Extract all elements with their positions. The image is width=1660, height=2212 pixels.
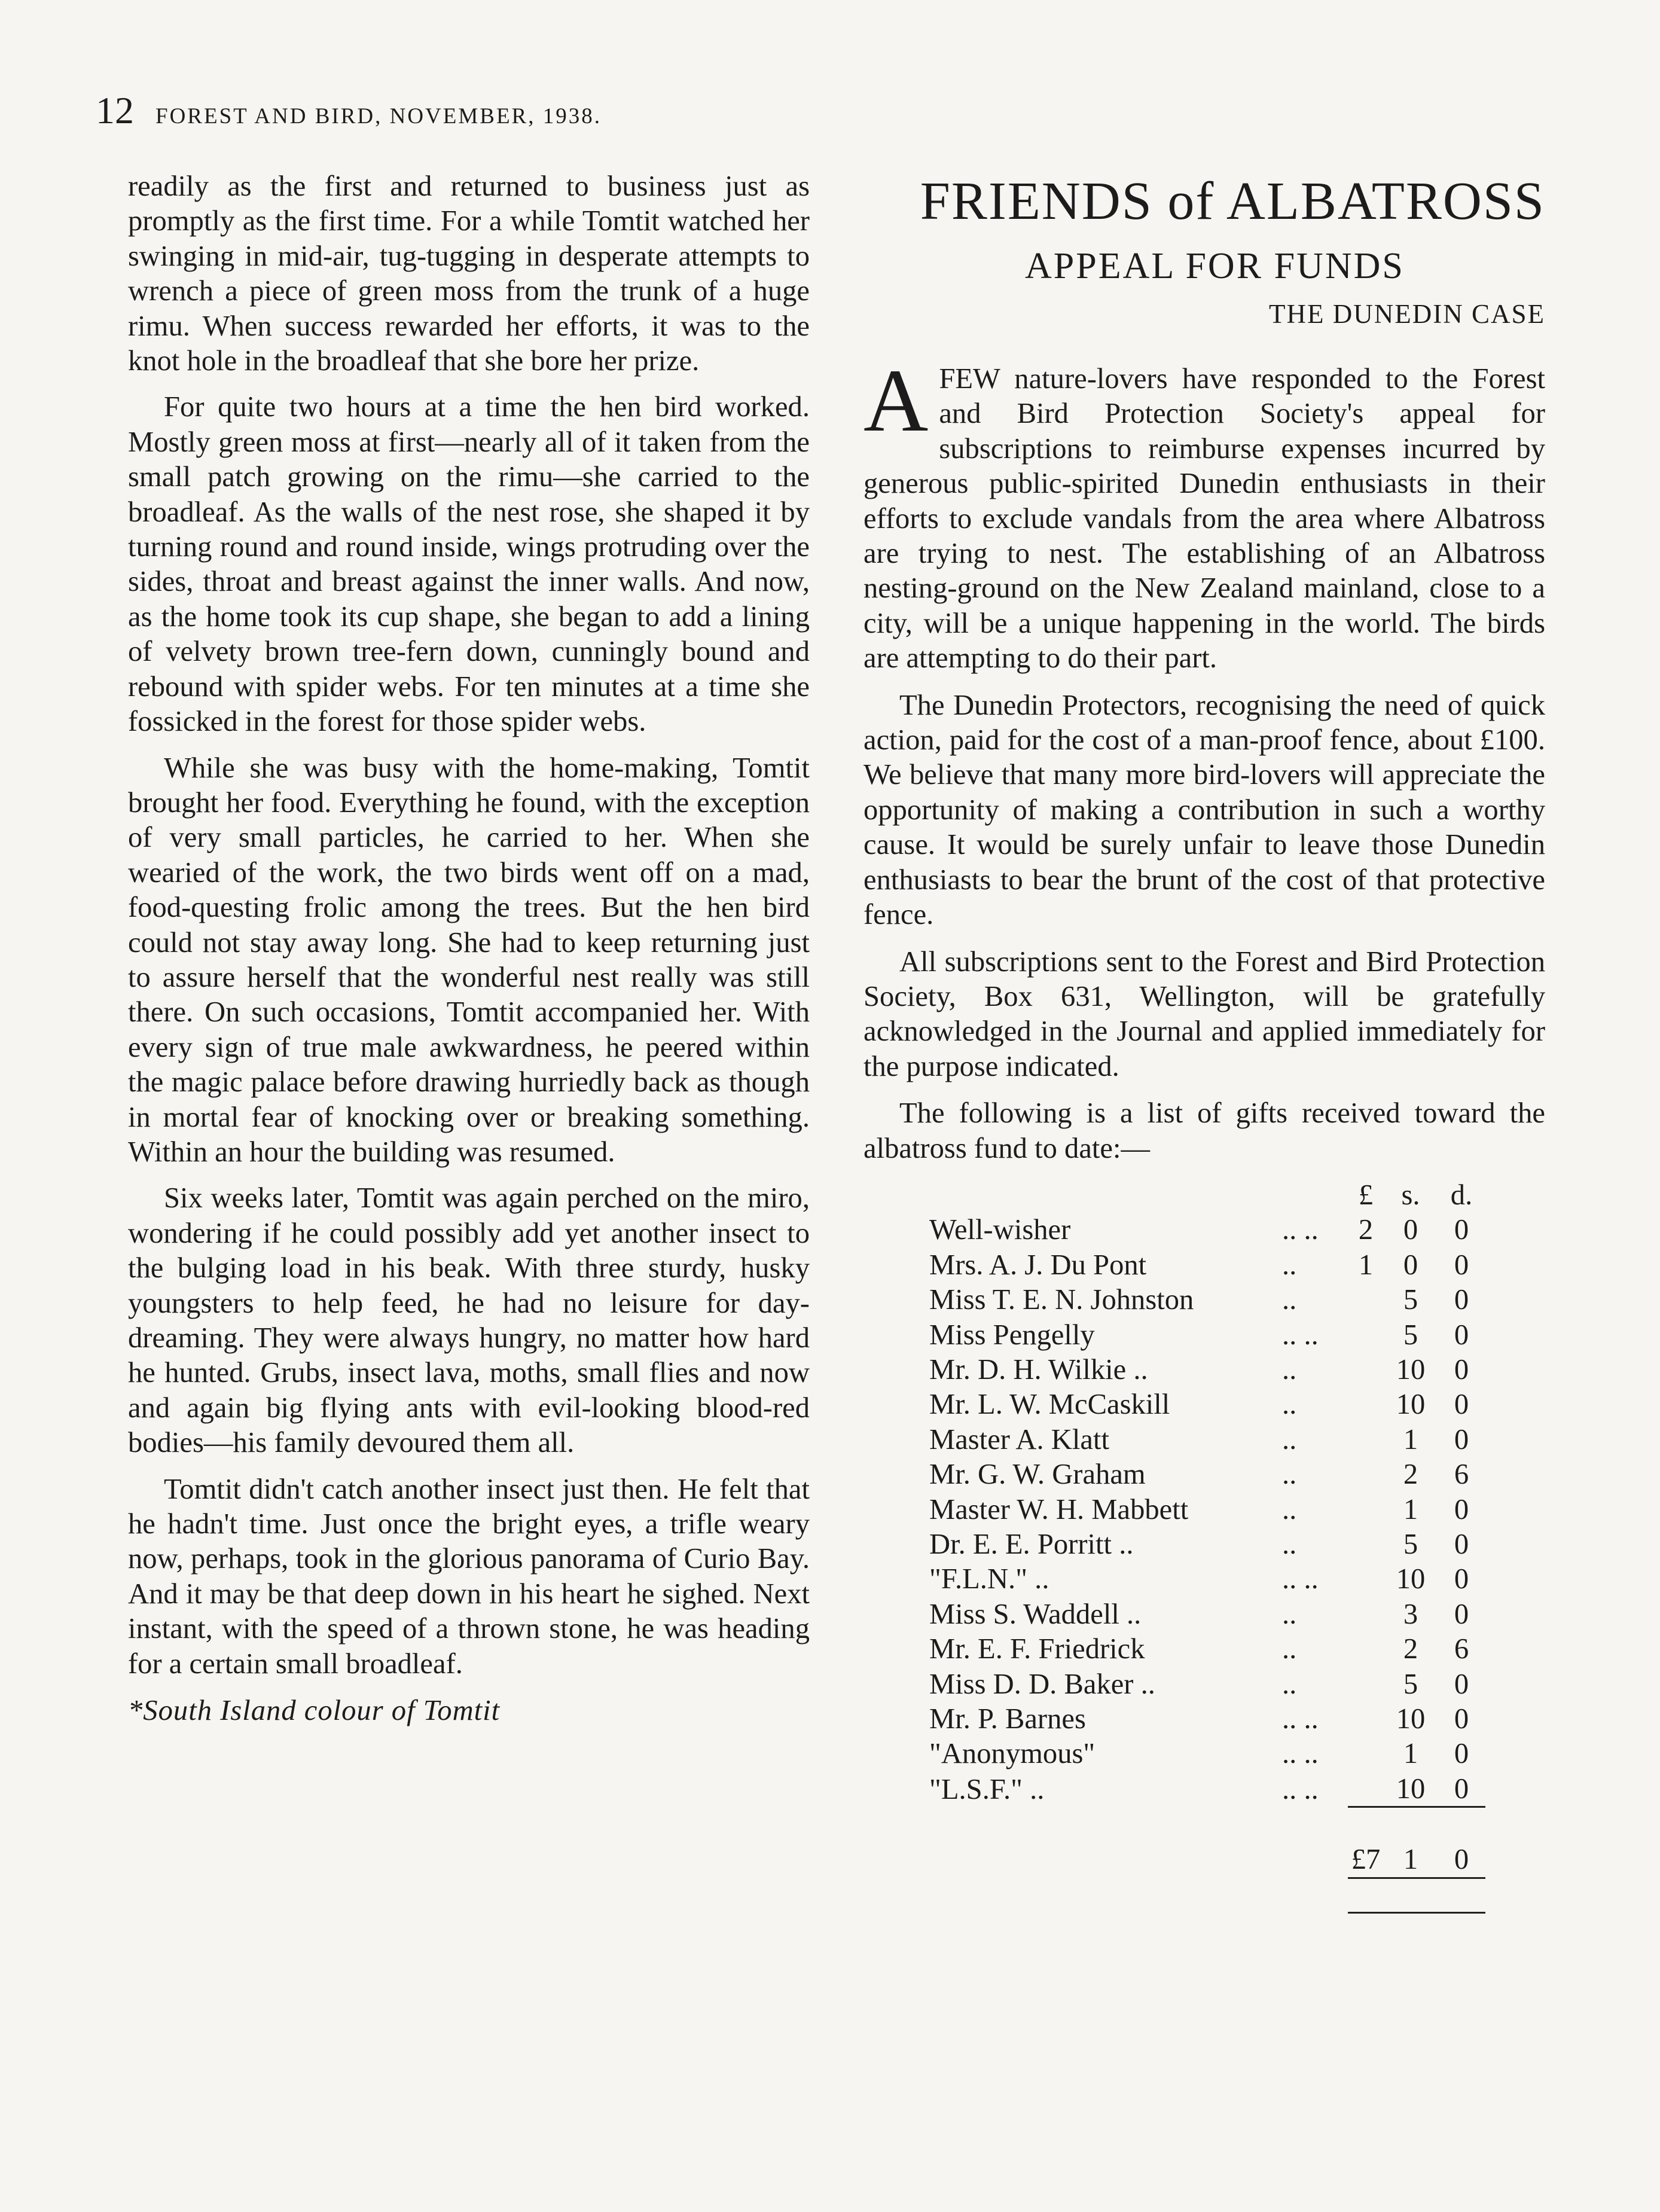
- amount-shillings: 10: [1396, 1388, 1426, 1421]
- amount-pounds: [1348, 1667, 1384, 1701]
- article-paragraph: [863, 351, 1545, 676]
- donor-name: Mr. G. W. Graham: [929, 1458, 1146, 1491]
- amount-pence: 0: [1454, 1563, 1469, 1595]
- table-row: [929, 1387, 1485, 1421]
- table-row: [929, 1771, 1485, 1807]
- amount-pounds: 1: [1358, 1248, 1374, 1281]
- footnote: *South Island colour of Tomtit: [128, 1694, 501, 1727]
- amount-pence: 0: [1454, 1423, 1469, 1456]
- amount-pounds: [1348, 1701, 1384, 1736]
- running-title: FOREST AND BIRD, NOVEMBER, 1938.: [155, 104, 602, 129]
- amount-pence: 0: [1454, 1703, 1469, 1735]
- donor-name: Mr. L. W. McCaskill: [929, 1388, 1170, 1421]
- amount-pence: 0: [1454, 1597, 1469, 1630]
- amount-pence: 0: [1454, 1493, 1469, 1525]
- donor-name: "F.L.N." ..: [929, 1563, 1049, 1595]
- leader-dots: ..: [1282, 1597, 1297, 1630]
- table-row: [929, 1317, 1485, 1352]
- article-paragraph: The Dunedin Protectors, recognising the need of quick action, paid for the cost of a man-proof fence, about £100. We believe that many more bird-lovers will appreciate the opportunity of making a contribution in such a worthy cause. It would be surely unfair to leave those Dunedin enthusiasts to bear the brunt of the cost of that protective fence.: [863, 688, 1545, 931]
- leader-dots: .. ..: [1282, 1213, 1319, 1246]
- left-paragraph: Six weeks later, Tomtit was again perched on the miro, wondering if he could possibly add yet another insect to the bulging load in his beak. With three sturdy, husky youngsters to help feed, he had no leisure for day-dreaming. They were always hungry, no matter how hard he hunted. Grubs, insect lava, moths, small flies and now and again big flying ants with evil-looking blood-red bodies—his family devoured them all.: [128, 1182, 810, 1459]
- amount-shillings: 5: [1403, 1528, 1418, 1560]
- table-row: [929, 1736, 1485, 1771]
- amount-shillings: 1: [1403, 1423, 1418, 1456]
- amount-pence: 0: [1454, 1248, 1469, 1281]
- amount-shillings: 10: [1396, 1703, 1426, 1735]
- amount-shillings: 5: [1403, 1667, 1418, 1700]
- leader-dots: .. ..: [1282, 1703, 1319, 1735]
- amount-pence: 0: [1454, 1283, 1469, 1316]
- leader-dots: .. ..: [1282, 1737, 1319, 1770]
- leader-dots: ..: [1282, 1667, 1297, 1700]
- leader-dots: ..: [1282, 1423, 1297, 1456]
- article-paragraph: The following is a list of gifts received toward the albatross fund to date:—: [863, 1097, 1545, 1164]
- amount-pounds: [1348, 1736, 1384, 1771]
- amount-pence: 0: [1454, 1353, 1469, 1386]
- table-row: [929, 1282, 1485, 1317]
- amount-shillings: 2: [1403, 1458, 1418, 1491]
- leader-dots: ..: [1282, 1283, 1297, 1316]
- donor-name: Mr. P. Barnes: [929, 1703, 1086, 1735]
- pounds-header: £: [1358, 1178, 1374, 1211]
- paragraph-text: FEW nature-lovers have responded to the Forest and Bird Protection Society's appeal for subscriptions to reimburse expenses incurred by generous public-spirited Dunedin enthusiasts in their efforts to exclude vandals from the area where Albatross are trying to nest. The establishing of an Albatross nesting-ground on the New Zealand mainland, close to a city, will be a unique happening in the world. The birds are attempting to do their part.: [863, 362, 1545, 675]
- amount-shillings: 10: [1396, 1353, 1426, 1386]
- article-paragraph: All subscriptions sent to the Forest and Bird Protection Society, Box 631, Wellington, will be gratefully acknowledged in the Journal and applied immediately for the purpose indicated.: [863, 945, 1545, 1082]
- amount-shillings: 5: [1403, 1283, 1418, 1316]
- donor-name: Miss T. E. N. Johnston: [929, 1283, 1194, 1316]
- table-row: [929, 1212, 1485, 1247]
- left-paragraph: readily as the first and returned to business just as promptly as the first time. For a while Tomtit watched her swinging in mid-air, tug-tugging in desperate attempts to wrench a piece of green moss from the trunk of a huge rimu. When success rewarded her efforts, it was to the knot hole in the broadleaf that she bore her prize.: [128, 170, 810, 377]
- total-row: [929, 1842, 1485, 1878]
- donor-name: Mr. D. H. Wilkie ..: [929, 1353, 1148, 1386]
- leader-dots: ..: [1282, 1528, 1297, 1560]
- amount-pounds: [1348, 1282, 1384, 1317]
- donor-name: Master A. Klatt: [929, 1423, 1109, 1456]
- total-shillings: 1: [1403, 1843, 1418, 1876]
- amount-shillings: 1: [1403, 1493, 1418, 1525]
- table-row: [929, 1597, 1485, 1631]
- pence-header: d.: [1450, 1178, 1473, 1211]
- leader-dots: ..: [1282, 1458, 1297, 1491]
- donor-name: Miss D. D. Baker ..: [929, 1667, 1155, 1700]
- left-column: [128, 169, 810, 1739]
- total-double-rule: [1348, 1878, 1485, 1912]
- total-rule: [1348, 1807, 1485, 1842]
- amount-shillings: 0: [1403, 1248, 1418, 1281]
- table-row: [929, 1492, 1485, 1527]
- leader-dots: ..: [1282, 1248, 1297, 1281]
- amount-pence: 6: [1454, 1633, 1469, 1665]
- donor-name: Mr. E. F. Friedrick: [929, 1633, 1145, 1665]
- amount-pounds: [1348, 1422, 1384, 1457]
- table-row: [929, 1422, 1485, 1457]
- amount-shillings: 2: [1403, 1633, 1418, 1665]
- donor-name: "L.S.F." ..: [929, 1772, 1045, 1805]
- amount-pence: 0: [1454, 1388, 1469, 1421]
- drop-cap: A: [863, 351, 929, 450]
- article-column: [863, 169, 1545, 1914]
- gifts-table: [929, 1177, 1485, 1914]
- amount-pounds: [1348, 1492, 1384, 1527]
- leader-dots: .. ..: [1282, 1318, 1319, 1351]
- amount-pence: 6: [1454, 1458, 1469, 1491]
- amount-pounds: [1348, 1457, 1384, 1491]
- table-row: [929, 1527, 1485, 1561]
- amount-pounds: [1348, 1597, 1384, 1631]
- amount-pence: 0: [1454, 1772, 1469, 1805]
- left-paragraph: For quite two hours at a time the hen bird worked. Mostly green moss at first—nearly all of it taken from the small patch growing on the rimu—she carried to the broadleaf. As the walls of the nest rose, she shaped it by turning round and round inside, wings protruding over the sides, throat and breast against the inner walls. And now, as the home took its cup shape, she began to add a lining of velvety brown tree-fern down, cunningly bound and rebound with spider webs. For ten minutes at a time she fossicked in the forest for those spider webs.: [128, 390, 810, 738]
- total-pence: 0: [1454, 1843, 1469, 1876]
- amount-pounds: [1348, 1352, 1384, 1387]
- donor-name: Miss Pengelly: [929, 1318, 1095, 1351]
- leader-dots: .. ..: [1282, 1563, 1319, 1595]
- donor-name: Well-wisher: [929, 1213, 1071, 1246]
- leader-dots: ..: [1282, 1388, 1297, 1421]
- leader-dots: ..: [1282, 1633, 1297, 1665]
- amount-shillings: 0: [1403, 1213, 1418, 1246]
- total-pounds: £7: [1351, 1843, 1381, 1876]
- amount-pounds: [1348, 1387, 1384, 1421]
- amount-shillings: 1: [1403, 1737, 1418, 1770]
- amount-pounds: [1348, 1561, 1384, 1596]
- donor-name: Miss S. Waddell ..: [929, 1597, 1142, 1630]
- case-title: THE DUNEDIN CASE: [1269, 299, 1545, 329]
- leader-dots: ..: [1282, 1353, 1297, 1386]
- amount-pounds: [1348, 1527, 1384, 1561]
- donor-name: Mrs. A. J. Du Pont: [929, 1248, 1147, 1281]
- amount-shillings: 5: [1403, 1318, 1418, 1351]
- amount-pence: 0: [1454, 1318, 1469, 1351]
- leader-dots: .. ..: [1282, 1772, 1319, 1805]
- donor-name: Master W. H. Mabbett: [929, 1493, 1189, 1525]
- amount-shillings: 3: [1403, 1597, 1418, 1630]
- amount-pounds: 2: [1358, 1213, 1374, 1246]
- amount-pounds: [1348, 1317, 1384, 1352]
- amount-pence: 0: [1454, 1667, 1469, 1700]
- table-row: [929, 1457, 1485, 1491]
- table-header-row: [929, 1177, 1485, 1212]
- amount-pence: 0: [1454, 1528, 1469, 1560]
- page-number: 12: [96, 89, 134, 132]
- article-subtitle: APPEAL FOR FUNDS: [1025, 246, 1405, 286]
- table-row: [929, 1701, 1485, 1736]
- shillings-header: s.: [1401, 1178, 1420, 1211]
- amount-pence: 0: [1454, 1213, 1469, 1246]
- table-row: [929, 1667, 1485, 1701]
- article-title: FRIENDS of ALBATROSS: [920, 172, 1545, 231]
- donor-name: "Anonymous": [929, 1737, 1096, 1770]
- amount-pence: 0: [1454, 1737, 1469, 1770]
- amount-shillings: 10: [1396, 1772, 1426, 1805]
- table-row: [929, 1631, 1485, 1666]
- donor-name: Dr. E. E. Porritt ..: [929, 1528, 1134, 1560]
- table-row: [929, 1561, 1485, 1596]
- amount-shillings: 10: [1396, 1563, 1426, 1595]
- amount-pounds: [1348, 1771, 1384, 1807]
- table-row: [929, 1247, 1485, 1282]
- table-row: [929, 1352, 1485, 1387]
- amount-pounds: [1348, 1631, 1384, 1666]
- left-paragraph: Tomtit didn't catch another insect just then. He felt that he hadn't time. Just once the bright eyes, a trifle weary now, perhaps, took in the glorious panorama of Curio Bay. And it may be that deep down in his heart he sighed. Next instant, with the speed of a thrown stone, he was heading for a certain small broadleaf.: [128, 1472, 810, 1680]
- left-paragraph: While she was busy with the home-making, Tomtit brought her food. Everything he found, with the exception of very small particles, he carried to her. When she wearied of the work, the two birds went off on a mad, food-questing frolic among the trees. But the hen bird could not stay away long. She had to keep returning just to assure herself that the wonderful nest really was still there. On such occasions, Tomtit accompanied her. With every sign of true male awkwardness, he peered within the magic palace before drawing hurriedly back as though in mortal fear of knocking over or breaking something. Within an hour the building was resumed.: [128, 751, 810, 1168]
- page-header: [96, 89, 602, 133]
- leader-dots: ..: [1282, 1493, 1297, 1525]
